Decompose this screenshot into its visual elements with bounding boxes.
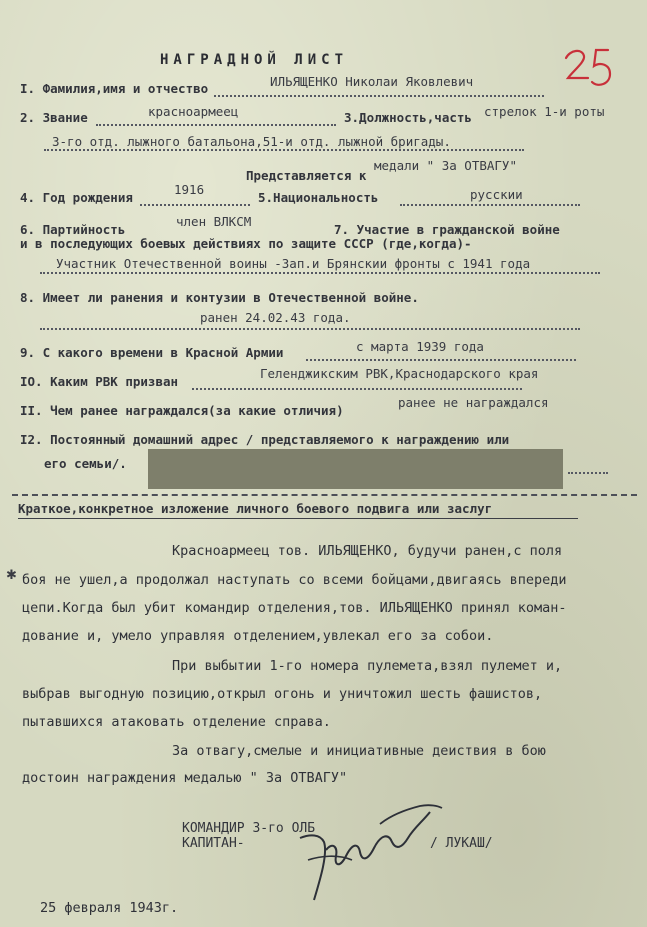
field-party-value: член ВЛКСМ: [176, 214, 252, 229]
field-service-since-line: [306, 359, 576, 361]
field-address-label: I2. Постоянный домашний адрес / представляемого к награждению или: [20, 432, 510, 447]
field-name-value: ИЛЬЯЩЕНКО Николаи Яковлевич: [270, 74, 474, 89]
section-divider: [12, 494, 637, 496]
field-birth-year-value: 1916: [174, 182, 205, 197]
redacted-address-block: [148, 449, 563, 489]
field-service-since-label: 9. С какого времени в Красной Армии: [20, 345, 284, 360]
signature-title: КОМАНДИР 3-го ОЛБ: [182, 821, 316, 836]
field-nationality-line: [400, 204, 580, 206]
page-title: НАГРАДНОЙ ЛИСТ: [160, 52, 349, 68]
field-position-line: [44, 149, 524, 151]
field-draft-office-label: IO. Каким РВК призван: [20, 374, 179, 389]
field-party-label: 6. Партийность: [20, 222, 126, 237]
field-draft-office-value: Геленджикским РВК,Краснодарского края: [260, 366, 539, 381]
field-wounds-line: [40, 328, 580, 330]
narrative-line-4: дование и, умело управляя отделением,увлекал его за собои.: [22, 628, 494, 644]
field-service-since-value: с марта 1939 года: [356, 339, 484, 354]
document-date: 25 февраля 1943г.: [40, 900, 179, 916]
field-rank-label: 2. Звание: [20, 110, 88, 125]
signature-name: / ЛУКАШ/: [430, 836, 493, 851]
narrative-line-2: боя не ушел,а продолжал наступать со всеми бойцами,двигаясь впереди: [22, 572, 567, 588]
field-war-label: 7. Участие в гражданской войне: [334, 222, 560, 237]
field-rank-line: [96, 124, 336, 126]
narrative-line-9: достоин награждения медалью " За ОТВАГУ": [22, 770, 348, 786]
margin-mark: ✱: [6, 568, 17, 583]
field-birth-year-line: [140, 204, 250, 206]
field-name-label: I. Фамилия,имя и отчество: [20, 81, 209, 96]
field-previous-awards-label: II. Чем ранее награждался(за какие отличия): [20, 403, 344, 418]
field-address-line: [568, 472, 608, 474]
signature-rank: КАПИТАН-: [182, 836, 245, 851]
field-birth-year-label: 4. Год рождения: [20, 190, 133, 205]
field-war-value: Участник Отечественной воины -Зап.и Брянскии фронты с 1941 года: [56, 256, 531, 271]
field-nationality-label: 5.Национальность: [258, 190, 379, 205]
field-draft-office-line: [192, 388, 522, 390]
field-wounds-label: 8. Имеет ли ранения и контузии в Отечественной войне.: [20, 290, 419, 305]
section-heading-underline: [18, 518, 578, 519]
field-presented-label: Представляется к: [246, 168, 367, 183]
field-address-label-cont: его семьи/.: [44, 456, 127, 471]
narrative-line-1: Красноармеец тов. ИЛЬЯЩЕНКО, будучи ранен,с поля: [172, 543, 563, 559]
field-presented-value: медали " За ОТВАГУ": [374, 158, 517, 173]
field-position-label: 3.Должность,часть: [344, 110, 472, 125]
handwritten-signature: [280, 790, 460, 910]
field-previous-awards-value: ранее не награждался: [398, 395, 549, 410]
field-nationality-value: русскии: [470, 187, 523, 202]
field-war-line: [40, 272, 600, 274]
field-name-line: [214, 95, 544, 97]
narrative-line-3: цепи.Когда был убит командир отделения,тов. ИЛЬЯЩЕНКО принял коман-: [22, 600, 567, 616]
field-rank-value: красноармеец: [148, 104, 239, 119]
narrative-line-6: выбрав выгодную позицию,открыл огонь и уничтожил шесть фашистов,: [22, 686, 543, 702]
narrative-line-7: пытавшихся атаковать отделение справа.: [22, 714, 331, 730]
field-war-label-cont: и в последующих боевых действиях по защите СССР (где,когда)-: [20, 236, 472, 251]
field-position-value: стрелок 1-и роты: [484, 104, 605, 119]
section-heading: Краткое,конкретное изложение личного боевого подвига или заслуг: [18, 501, 493, 516]
field-position-value-cont: 3-го отд. лыжного батальона,51-и отд. лыжной бригады.: [52, 134, 451, 149]
field-wounds-value: ранен 24.02.43 года.: [200, 310, 351, 325]
narrative-line-5: При выбытии 1-го номера пулемета,взял пулемет и,: [172, 658, 563, 674]
narrative-line-8: За отвагу,смелые и инициативные деиствия в бою: [172, 743, 546, 759]
page-number-handwritten: [560, 44, 620, 94]
